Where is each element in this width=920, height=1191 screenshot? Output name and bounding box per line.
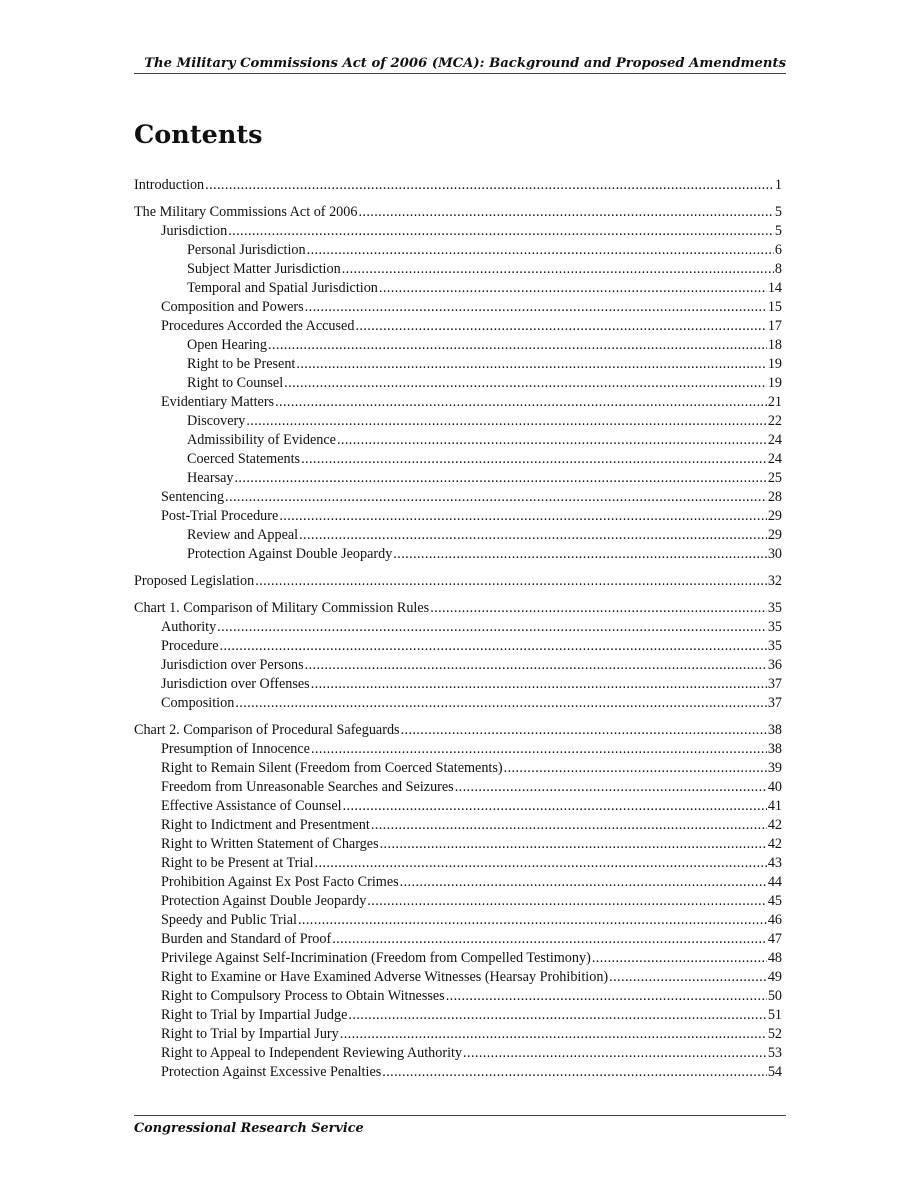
toc-entry-label: Post-Trial Procedure: [161, 508, 279, 524]
toc-entry[interactable]: [134, 637, 782, 656]
toc-entry-page-number: 32: [767, 573, 782, 589]
toc-entry[interactable]: [134, 778, 782, 797]
toc-entry-page-number: 52: [767, 1026, 782, 1042]
toc-entry[interactable]: [134, 545, 782, 564]
toc-leader-dots: [446, 987, 767, 1006]
toc-entry-label: Chart 1. Comparison of Military Commission Rules: [134, 600, 430, 616]
toc-entry-label: Burden and Standard of Proof: [161, 931, 332, 947]
toc-entry-label: Effective Assistance of Counsel: [161, 798, 342, 814]
toc-entry[interactable]: [134, 298, 782, 317]
toc-entry[interactable]: [134, 911, 782, 930]
toc-entry[interactable]: [134, 279, 782, 298]
toc-entry[interactable]: [134, 260, 782, 279]
toc-entry-page-number: 5: [774, 204, 782, 220]
toc-leader-dots: [358, 203, 773, 222]
toc-entry[interactable]: [134, 759, 782, 778]
toc-entry[interactable]: [134, 488, 782, 507]
toc-entry[interactable]: [134, 930, 782, 949]
table-of-contents: [134, 176, 782, 1082]
toc-entry[interactable]: [134, 816, 782, 835]
toc-entry-label: Subject Matter Jurisdiction: [187, 261, 341, 277]
toc-entry[interactable]: [134, 526, 782, 545]
toc-entry[interactable]: [134, 854, 782, 873]
toc-entry[interactable]: [134, 797, 782, 816]
toc-entry[interactable]: [134, 968, 782, 987]
toc-entry-page-number: 28: [767, 489, 782, 505]
toc-leader-dots: [299, 526, 767, 545]
toc-entry[interactable]: [134, 1063, 782, 1082]
toc-entry-label: Personal Jurisdiction: [187, 242, 306, 258]
toc-entry[interactable]: [134, 393, 782, 412]
toc-leader-dots: [311, 740, 767, 759]
toc-entry-page-number: 38: [767, 741, 782, 757]
toc-leader-dots: [205, 176, 774, 195]
toc-entry-page-number: 54: [767, 1064, 782, 1080]
toc-entry-label: Composition: [161, 695, 235, 711]
toc-entry[interactable]: [134, 694, 782, 713]
toc-entry-page-number: 39: [767, 760, 782, 776]
toc-entry-page-number: 8: [774, 261, 782, 277]
toc-leader-dots: [379, 279, 767, 298]
toc-entry-label: Right to Trial by Impartial Judge: [161, 1007, 348, 1023]
toc-entry[interactable]: [134, 222, 782, 241]
toc-leader-dots: [268, 336, 767, 355]
toc-leader-dots: [337, 431, 767, 450]
toc-entry-label: Sentencing: [161, 489, 225, 505]
toc-leader-dots: [592, 949, 767, 968]
toc-entry-label: Freedom from Unreasonable Searches and Seizures: [161, 779, 454, 795]
toc-entry-label: Presumption of Innocence: [161, 741, 310, 757]
toc-entry-page-number: 44: [767, 874, 782, 890]
toc-leader-dots: [393, 545, 767, 564]
toc-entry-label: Discovery: [187, 413, 246, 429]
toc-entry[interactable]: [134, 949, 782, 968]
toc-leader-dots: [298, 911, 767, 930]
toc-entry[interactable]: [134, 412, 782, 431]
toc-entry[interactable]: [134, 987, 782, 1006]
toc-leader-dots: [455, 778, 767, 797]
toc-leader-dots: [332, 930, 767, 949]
toc-entry[interactable]: [134, 892, 782, 911]
toc-leader-dots: [284, 374, 767, 393]
toc-entry-page-number: 25: [767, 470, 782, 486]
toc-leader-dots: [225, 488, 767, 507]
toc-entry-page-number: 48: [767, 950, 782, 966]
toc-entry[interactable]: [134, 450, 782, 469]
toc-leader-dots: [311, 675, 767, 694]
toc-entry-label: Admissibility of Evidence: [187, 432, 336, 448]
toc-leader-dots: [315, 854, 767, 873]
toc-entry-label: Right to Compulsory Process to Obtain Witnesses: [161, 988, 445, 1004]
running-header: The Military Commissions Act of 2006 (MCA): Background and Proposed Amendments: [144, 56, 786, 71]
toc-entry-label: Right to Indictment and Presentment: [161, 817, 370, 833]
toc-leader-dots: [463, 1044, 767, 1063]
toc-entry[interactable]: [134, 656, 782, 675]
toc-entry-label: Right to Remain Silent (Freedom from Coerced Statements): [161, 760, 503, 776]
toc-leader-dots: [305, 298, 767, 317]
toc-entry-label: Privilege Against Self-Incrimination (Freedom from Compelled Testimony): [161, 950, 591, 966]
toc-leader-dots: [275, 393, 767, 412]
toc-leader-dots: [307, 241, 774, 260]
toc-entry-label: Coerced Statements: [187, 451, 301, 467]
toc-entry-label: Composition and Powers: [161, 299, 304, 315]
toc-entry-page-number: 29: [767, 508, 782, 524]
toc-entry[interactable]: [134, 618, 782, 637]
toc-entry-page-number: 14: [767, 280, 782, 296]
toc-leader-dots: [340, 1025, 767, 1044]
toc-entry-page-number: 49: [767, 969, 782, 985]
toc-entry-page-number: 40: [767, 779, 782, 795]
toc-entry-label: Right to Examine or Have Examined Adverse Witnesses (Hearsay Prohibition): [161, 969, 609, 985]
toc-entry-page-number: 24: [767, 451, 782, 467]
toc-entry-page-number: 45: [767, 893, 782, 909]
footer-rule: [134, 1115, 786, 1116]
toc-entry-page-number: 21: [767, 394, 782, 410]
toc-entry-label: Protection Against Double Jeopardy: [161, 893, 367, 909]
toc-entry-label: Speedy and Public Trial: [161, 912, 297, 928]
toc-entry-label: Right to Appeal to Independent Reviewing Authority: [161, 1045, 463, 1061]
toc-entry-label: Open Hearing: [187, 337, 267, 353]
toc-entry-page-number: 22: [767, 413, 782, 429]
toc-entry[interactable]: [134, 355, 782, 374]
toc-entry[interactable]: [134, 572, 782, 591]
toc-entry-page-number: 29: [767, 527, 782, 543]
toc-leader-dots: [430, 599, 767, 618]
toc-entry-label: Temporal and Spatial Jurisdiction: [187, 280, 378, 296]
header-rule: [134, 73, 786, 74]
toc-entry[interactable]: [134, 721, 782, 740]
toc-entry-label: Prohibition Against Ex Post Facto Crimes: [161, 874, 399, 890]
toc-leader-dots: [301, 450, 767, 469]
page-footer: Congressional Research Service: [134, 1121, 364, 1136]
toc-entry-page-number: 50: [767, 988, 782, 1004]
toc-entry-page-number: 37: [767, 695, 782, 711]
toc-leader-dots: [235, 694, 766, 713]
toc-leader-dots: [382, 1063, 767, 1082]
toc-entry-label: Jurisdiction over Offenses: [161, 676, 310, 692]
toc-leader-dots: [279, 507, 767, 526]
toc-entry-label: Right to Counsel: [187, 375, 284, 391]
toc-entry-page-number: 46: [767, 912, 782, 928]
toc-leader-dots: [609, 968, 767, 987]
toc-entry-page-number: 30: [767, 546, 782, 562]
toc-leader-dots: [305, 656, 767, 675]
toc-entry-page-number: 19: [767, 375, 782, 391]
toc-entry[interactable]: [134, 241, 782, 260]
toc-entry-page-number: 6: [774, 242, 782, 258]
toc-entry-label: The Military Commissions Act of 2006: [134, 204, 358, 220]
toc-entry[interactable]: [134, 336, 782, 355]
toc-entry-page-number: 5: [774, 223, 782, 239]
toc-leader-dots: [355, 317, 766, 336]
toc-entry[interactable]: [134, 675, 782, 694]
toc-entry-label: Proposed Legislation: [134, 573, 255, 589]
toc-entry-label: Procedure: [161, 638, 219, 654]
toc-entry-page-number: 18: [767, 337, 782, 353]
toc-entry-page-number: 37: [767, 676, 782, 692]
toc-entry-page-number: 51: [767, 1007, 782, 1023]
toc-entry-page-number: 35: [767, 619, 782, 635]
toc-leader-dots: [217, 618, 767, 637]
toc-entry-page-number: 19: [767, 356, 782, 372]
toc-entry-label: Evidentiary Matters: [161, 394, 275, 410]
toc-entry-label: Right to Written Statement of Charges: [161, 836, 379, 852]
toc-entry-page-number: 35: [767, 638, 782, 654]
toc-entry-label: Right to Trial by Impartial Jury: [161, 1026, 339, 1042]
toc-leader-dots: [343, 797, 767, 816]
toc-leader-dots: [504, 759, 767, 778]
toc-entry-page-number: 42: [767, 817, 782, 833]
toc-entry-label: Authority: [161, 619, 217, 635]
toc-entry[interactable]: [134, 599, 782, 618]
toc-entry-label: Jurisdiction over Persons: [161, 657, 304, 673]
toc-entry-page-number: 53: [767, 1045, 782, 1061]
toc-entry-page-number: 47: [767, 931, 782, 947]
toc-entry-page-number: 42: [767, 836, 782, 852]
toc-entry[interactable]: [134, 1044, 782, 1063]
toc-entry-label: Review and Appeal: [187, 527, 299, 543]
toc-entry-label: Introduction: [134, 177, 205, 193]
toc-entry-page-number: 35: [767, 600, 782, 616]
toc-entry-page-number: 17: [767, 318, 782, 334]
toc-entry[interactable]: [134, 176, 782, 195]
toc-entry-label: Procedures Accorded the Accused: [161, 318, 355, 334]
toc-leader-dots: [246, 412, 767, 431]
toc-leader-dots: [367, 892, 767, 911]
toc-leader-dots: [400, 873, 767, 892]
toc-entry[interactable]: [134, 507, 782, 526]
toc-entry-page-number: 36: [767, 657, 782, 673]
toc-entry-page-number: 41: [767, 798, 782, 814]
toc-leader-dots: [296, 355, 766, 374]
toc-entry-label: Protection Against Excessive Penalties: [161, 1064, 382, 1080]
toc-leader-dots: [371, 816, 767, 835]
toc-entry[interactable]: [134, 835, 782, 854]
toc-entry[interactable]: [134, 1006, 782, 1025]
toc-entry-page-number: 38: [767, 722, 782, 738]
toc-leader-dots: [380, 835, 767, 854]
toc-entry[interactable]: [134, 469, 782, 488]
toc-leader-dots: [234, 469, 766, 488]
toc-leader-dots: [255, 572, 767, 591]
toc-leader-dots: [401, 721, 767, 740]
toc-entry-page-number: 43: [767, 855, 782, 871]
toc-entry[interactable]: [134, 317, 782, 336]
toc-entry[interactable]: [134, 203, 782, 222]
toc-entry[interactable]: [134, 1025, 782, 1044]
toc-entry[interactable]: [134, 873, 782, 892]
toc-entry-label: Right to be Present at Trial: [161, 855, 314, 871]
toc-entry[interactable]: [134, 431, 782, 450]
toc-entry[interactable]: [134, 374, 782, 393]
toc-entry-page-number: 15: [767, 299, 782, 315]
page-title: Contents: [134, 120, 263, 150]
toc-entry[interactable]: [134, 740, 782, 759]
toc-leader-dots: [348, 1006, 766, 1025]
toc-entry-label: Jurisdiction: [161, 223, 228, 239]
toc-entry-label: Hearsay: [187, 470, 234, 486]
toc-leader-dots: [342, 260, 774, 279]
toc-entry-label: Chart 2. Comparison of Procedural Safeguards: [134, 722, 400, 738]
toc-entry-page-number: 1: [774, 177, 782, 193]
toc-entry-label: Protection Against Double Jeopardy: [187, 546, 393, 562]
toc-entry-page-number: 24: [767, 432, 782, 448]
toc-leader-dots: [220, 637, 767, 656]
toc-entry-label: Right to be Present: [187, 356, 296, 372]
toc-leader-dots: [228, 222, 774, 241]
